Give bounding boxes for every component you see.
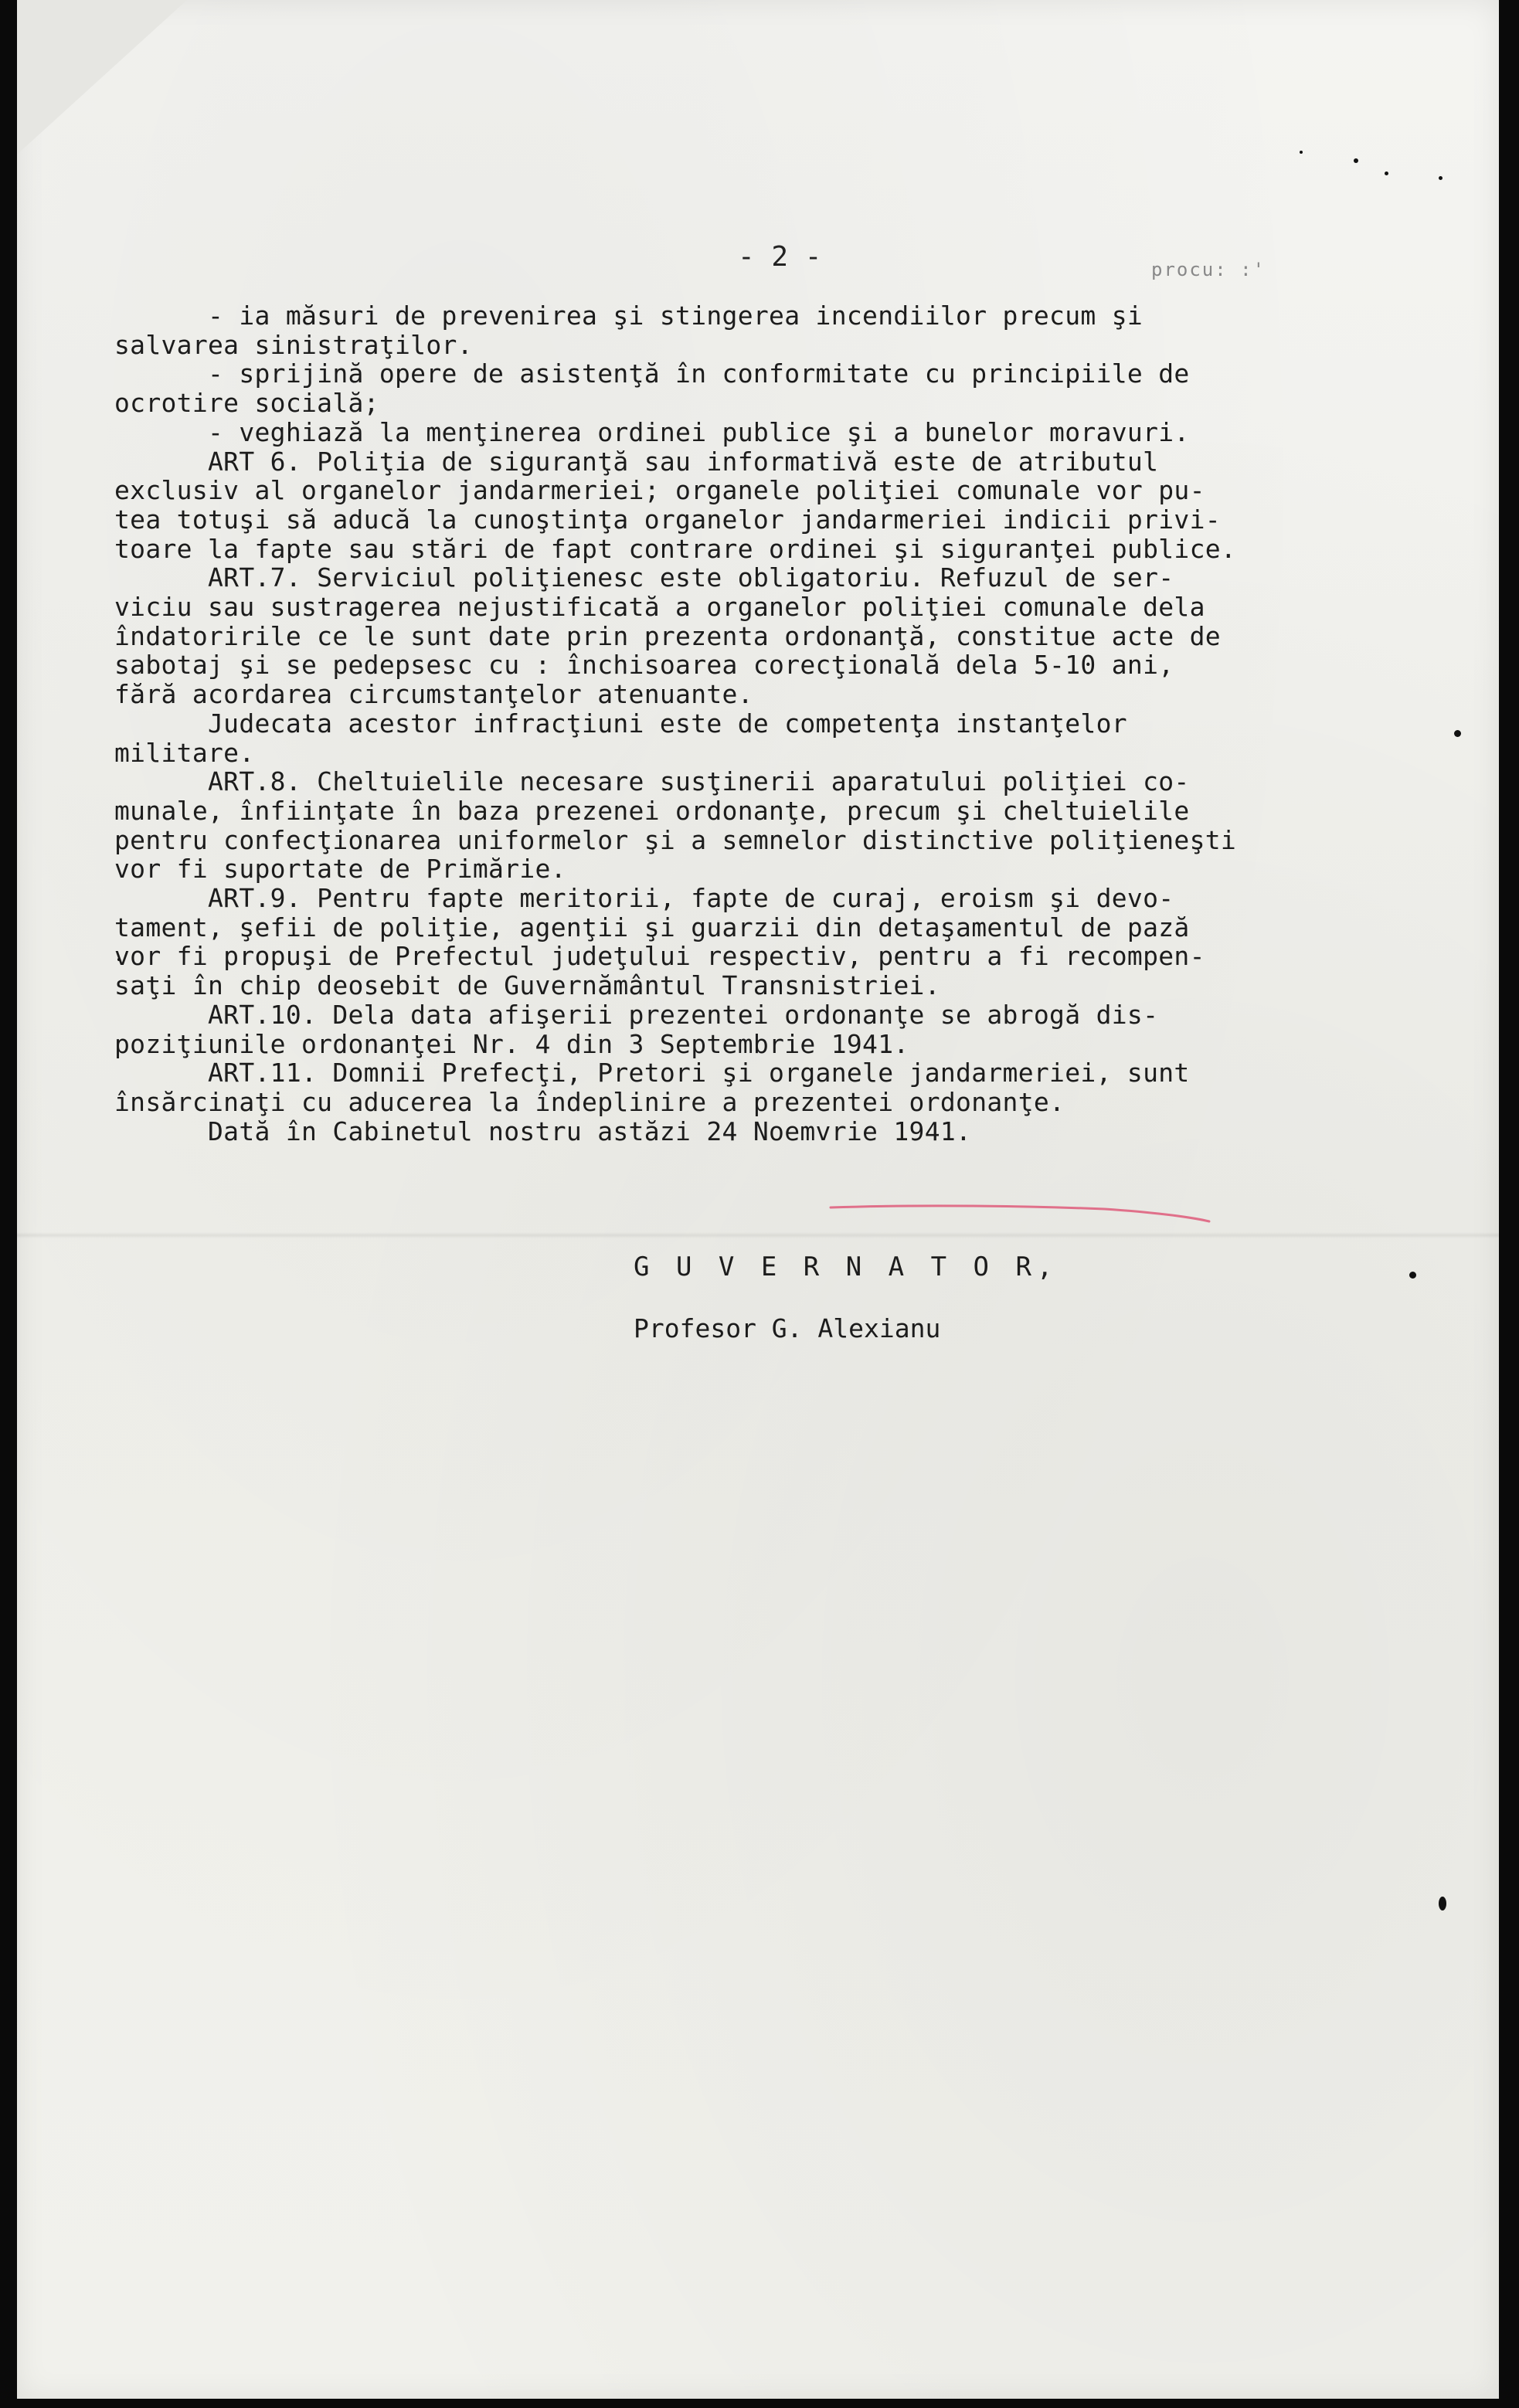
signature-name: Profesor G. Alexianu [634, 1313, 941, 1343]
document-line: salvarea sinistraţilor. [114, 329, 473, 360]
document-line: - veghiază la menţinerea ordinei publice şi a bunelor moravuri. [114, 416, 1190, 447]
document-line: tea totuşi să aducă la cunoştinţa organelor jandarmeriei indicii privi- [114, 504, 1221, 535]
ink-speck [1354, 158, 1358, 163]
ink-speck [1439, 176, 1443, 180]
document-line: saţi în chip deosebit de Guvernământul Transnistriei. [114, 970, 940, 1001]
document-line: - ia măsuri de prevenirea şi stingerea incendiilor precum şi [114, 301, 1143, 331]
document-line: exclusiv al organelor jandarmeriei; organele poliţiei comunale vor pu- [114, 475, 1205, 506]
document-line: viciu sau sustragerea nejustificată a organelor poliţiei comunale dela [114, 592, 1205, 623]
document-line: Dată în Cabinetul nostru astăzi 24 Noemvrie 1941. [114, 1116, 972, 1146]
document-line: - sprijină opere de asistenţă în conformitate cu principiile de [114, 358, 1190, 389]
paper-fold-line [17, 1232, 1499, 1238]
document-line: fără acordarea circumstanţelor atenuante. [114, 679, 753, 710]
page-number: - 2 - [738, 241, 822, 273]
document-line: ocrotire socială; [114, 388, 379, 419]
document-line: vor fi propuşi de Prefectul judeţului respectiv, pentru a fi recompen- [114, 941, 1205, 972]
document-line: munale, înfiinţate în baza prezenei ordonanţe, precum şi cheltuielile [114, 795, 1190, 826]
document-line: Judecata acestor infracţiuni este de competenţa instanţelor [114, 708, 1127, 739]
document-line: toare la fapte sau stări de fapt contrare ordinei şi siguranţei publice. [114, 533, 1237, 564]
document-line: poziţiunile ordonanţei Nr. 4 din 3 Septembrie 1941. [114, 1028, 909, 1059]
document-line: tament, şefii de poliţie, agenţii şi guarzii din detaşamentul de pază [114, 912, 1190, 942]
document-line: ART.11. Domnii Prefecţi, Pretori şi organele jandarmeriei, sunt [114, 1058, 1190, 1089]
ink-speck [1385, 172, 1388, 175]
stamp-fragment: procu: :' [1151, 259, 1266, 280]
document-line: ART.9. Pentru fapte meritorii, fapte de curaj, eroism şi devo- [114, 883, 1174, 914]
document-line: sabotaj şi se pedepsesc cu : închisoarea corecţională dela 5-10 ani, [114, 650, 1174, 681]
folded-corner [17, 0, 187, 155]
handwritten-underline [827, 1201, 1213, 1224]
document-line: îndatoririle ce le sunt date prin prezenta ordonanţă, constitue acte de [114, 620, 1221, 651]
document-line: pentru confecţionarea uniformelor şi a semnelor distinctive poliţieneşti [114, 824, 1237, 855]
ink-speck [1454, 730, 1461, 737]
ink-speck [1300, 151, 1303, 154]
signature-title: G U V E R N A T O R, [634, 1252, 1059, 1282]
document-line: militare. [114, 737, 255, 768]
document-line: ART.8. Cheltuielile necesare susţinerii aparatului poliţiei co- [114, 766, 1190, 797]
ink-speck [1439, 1897, 1446, 1910]
document-line: ART.10. Dela data afişerii prezentei ordonanţe se abrogă dis- [114, 999, 1159, 1030]
document-line: însărcinaţi cu aducerea la îndeplinire a prezentei ordonanţe. [114, 1086, 1065, 1117]
ink-speck [1409, 1272, 1416, 1279]
document-line: ART 6. Poliţia de siguranţă sau informativă este de atributul [114, 446, 1159, 477]
document-line: vor fi suportate de Primărie. [114, 854, 566, 885]
document-line: ART.7. Serviciul poliţienesc este obligatoriu. Refuzul de ser- [114, 562, 1174, 593]
document-body [114, 301, 1236, 1146]
